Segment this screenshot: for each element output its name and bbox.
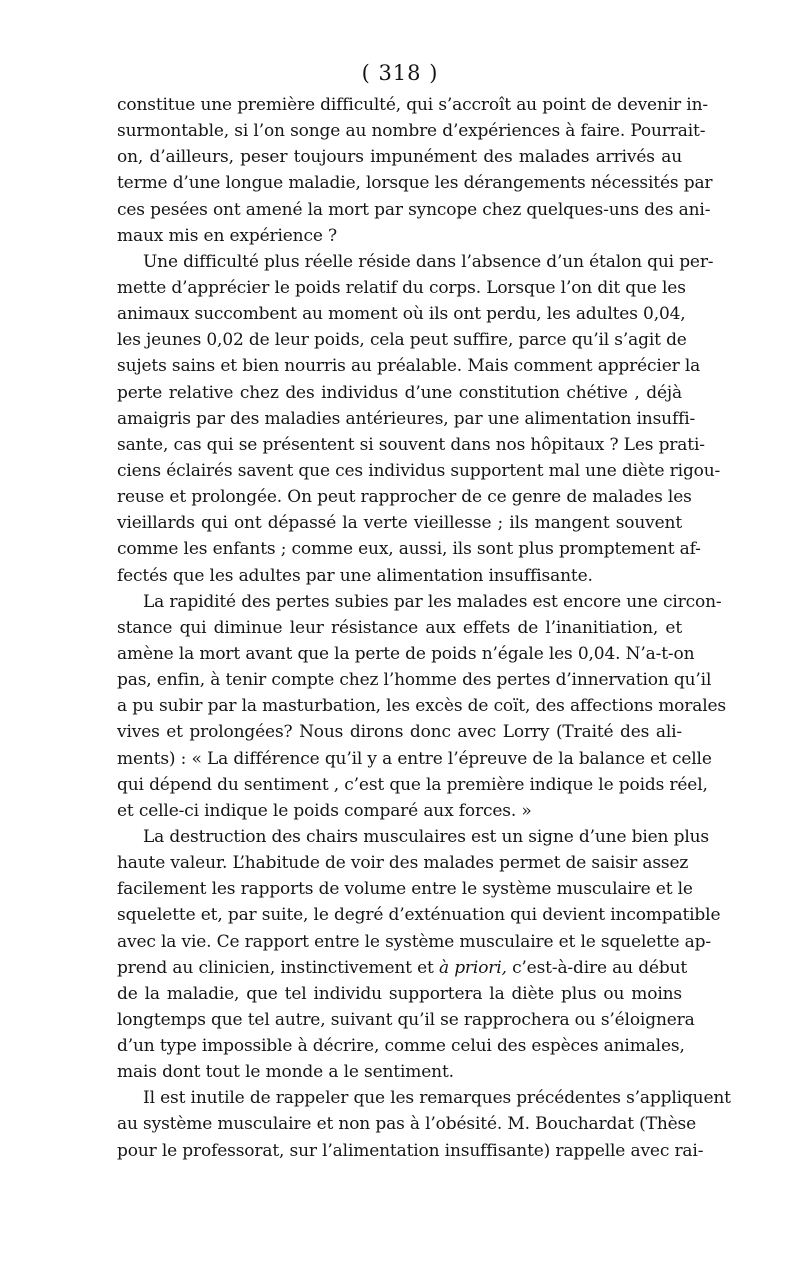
text-line: comme les enfants ; comme eux, aussi, ils sont plus promptement af-	[117, 539, 701, 560]
text-line: longtemps que tel autre, suivant qu’il se rapprochera ou s’éloignera	[117, 1009, 695, 1030]
text-line: facilement les rapports de volume entre le système musculaire et le	[117, 879, 693, 900]
text-line: on, d’ailleurs, peser toujours impunément des malades arrivés au	[117, 147, 682, 168]
paragraph	[117, 824, 721, 1085]
text-line: animaux succombent au moment où ils ont perdu, les adultes 0,04,	[117, 304, 686, 325]
text-line: au système musculaire et non pas à l’obésité. M. Bouchardat (Thèse	[117, 1114, 697, 1135]
text-line: pour le professorat, sur l’alimentation insuffisante) rappelle avec rai-	[117, 1140, 704, 1161]
text-line: pas, enfin, à tenir compte chez l’homme des pertes d’innervation qu’il	[117, 670, 712, 691]
text-span: c’est-à-dire au début	[512, 957, 688, 978]
page-number: ( 318 )	[361, 61, 439, 85]
paragraph	[117, 1085, 731, 1163]
text-line: constitue une première difficulté, qui s’accroît au point de devenir in-	[117, 95, 708, 115]
text-line: amaigris par des maladies antérieures, par une alimentation insuffi-	[117, 408, 696, 429]
text-line: surmontable, si l’on songe au nombre d’expériences à faire. Pourrait-	[117, 121, 706, 142]
text-line: sante, cas qui se présentent si souvent dans nos hôpitaux ? Les prati-	[117, 434, 705, 455]
text-line: ments) : « La différence qu’il y a entre l’épreuve de la balance et celle	[117, 748, 712, 769]
text-line: maux mis en expérience ?	[117, 225, 337, 246]
text-line: sujets sains et bien nourris au préalable. Mais comment apprécier la	[117, 356, 701, 377]
text-line: avec la vie. Ce rapport entre le système musculaire et le squelette ap-	[117, 931, 711, 952]
text-line: Une difficulté plus réelle réside dans l’absence d’un étalon qui per-	[143, 251, 714, 272]
body-text	[117, 92, 731, 1164]
text-line: mette d’apprécier le poids relatif du corps. Lorsque l’on dit que les	[117, 277, 686, 298]
text-line-with-italic	[117, 955, 688, 981]
text-line: ciens éclairés savent que ces individus supportent mal une diète rigou-	[117, 460, 721, 481]
text-line: d’un type impossible à décrire, comme celui des espèces animales,	[117, 1036, 685, 1057]
text-line: terme d’une longue maladie, lorsque les dérangements nécessités par	[117, 173, 713, 194]
text-span: prend au clinicien, instinctivement et	[117, 957, 434, 978]
text-line: mais dont tout le monde a le sentiment.	[117, 1062, 454, 1083]
text-line: et celle-ci indique le poids comparé aux forces. »	[117, 800, 532, 821]
text-line: les jeunes 0,02 de leur poids, cela peut suffire, parce qu’il s’agit de	[117, 330, 687, 351]
text-line: vives et prolongées? Nous dirons donc avec Lorry (Traité des ali-	[117, 722, 682, 743]
text-line: qui dépend du sentiment , c’est que la première indique le poids réel,	[117, 774, 708, 795]
text-line: perte relative chez des individus d’une constitution chétive , déjà	[117, 382, 682, 403]
text-line: vieillards qui ont dépassé la verte vieillesse ; ils mangent souvent	[117, 513, 682, 534]
text-line: Il est inutile de rappeler que les remarques précédentes s’appliquent	[143, 1088, 731, 1109]
text-line: reuse et prolongée. On peut rapprocher de ce genre de malades les	[117, 487, 692, 508]
text-line: haute valeur. L’habitude de voir des malades permet de saisir assez	[117, 853, 689, 874]
paragraph	[117, 589, 726, 824]
text-line: amène la mort avant que la perte de poids n’égale les 0,04. N’a-t-on	[117, 643, 695, 664]
text-line: a pu subir par la masturbation, les excès de coït, des affections morales	[117, 696, 726, 717]
text-line: La destruction des chairs musculaires est un signe d’une bien plus	[143, 826, 709, 847]
paragraph	[117, 92, 713, 249]
text-line: de la maladie, que tel individu supportera la diète plus ou moins	[117, 983, 682, 1004]
text-line: stance qui diminue leur résistance aux effets de l’inanitiation, et	[117, 617, 682, 638]
text-line: fectés que les adultes par une alimentation insuffisante.	[117, 565, 593, 586]
text-line: La rapidité des pertes subies par les malades est encore une circon-	[143, 591, 722, 612]
text-line: squelette et, par suite, le degré d’exténuation qui devient incompatible	[117, 905, 721, 926]
italic-phrase: à priori,	[438, 957, 507, 978]
paragraph	[117, 249, 721, 589]
text-line: ces pesées ont amené la mort par syncope chez quelques-uns des ani-	[117, 199, 711, 220]
